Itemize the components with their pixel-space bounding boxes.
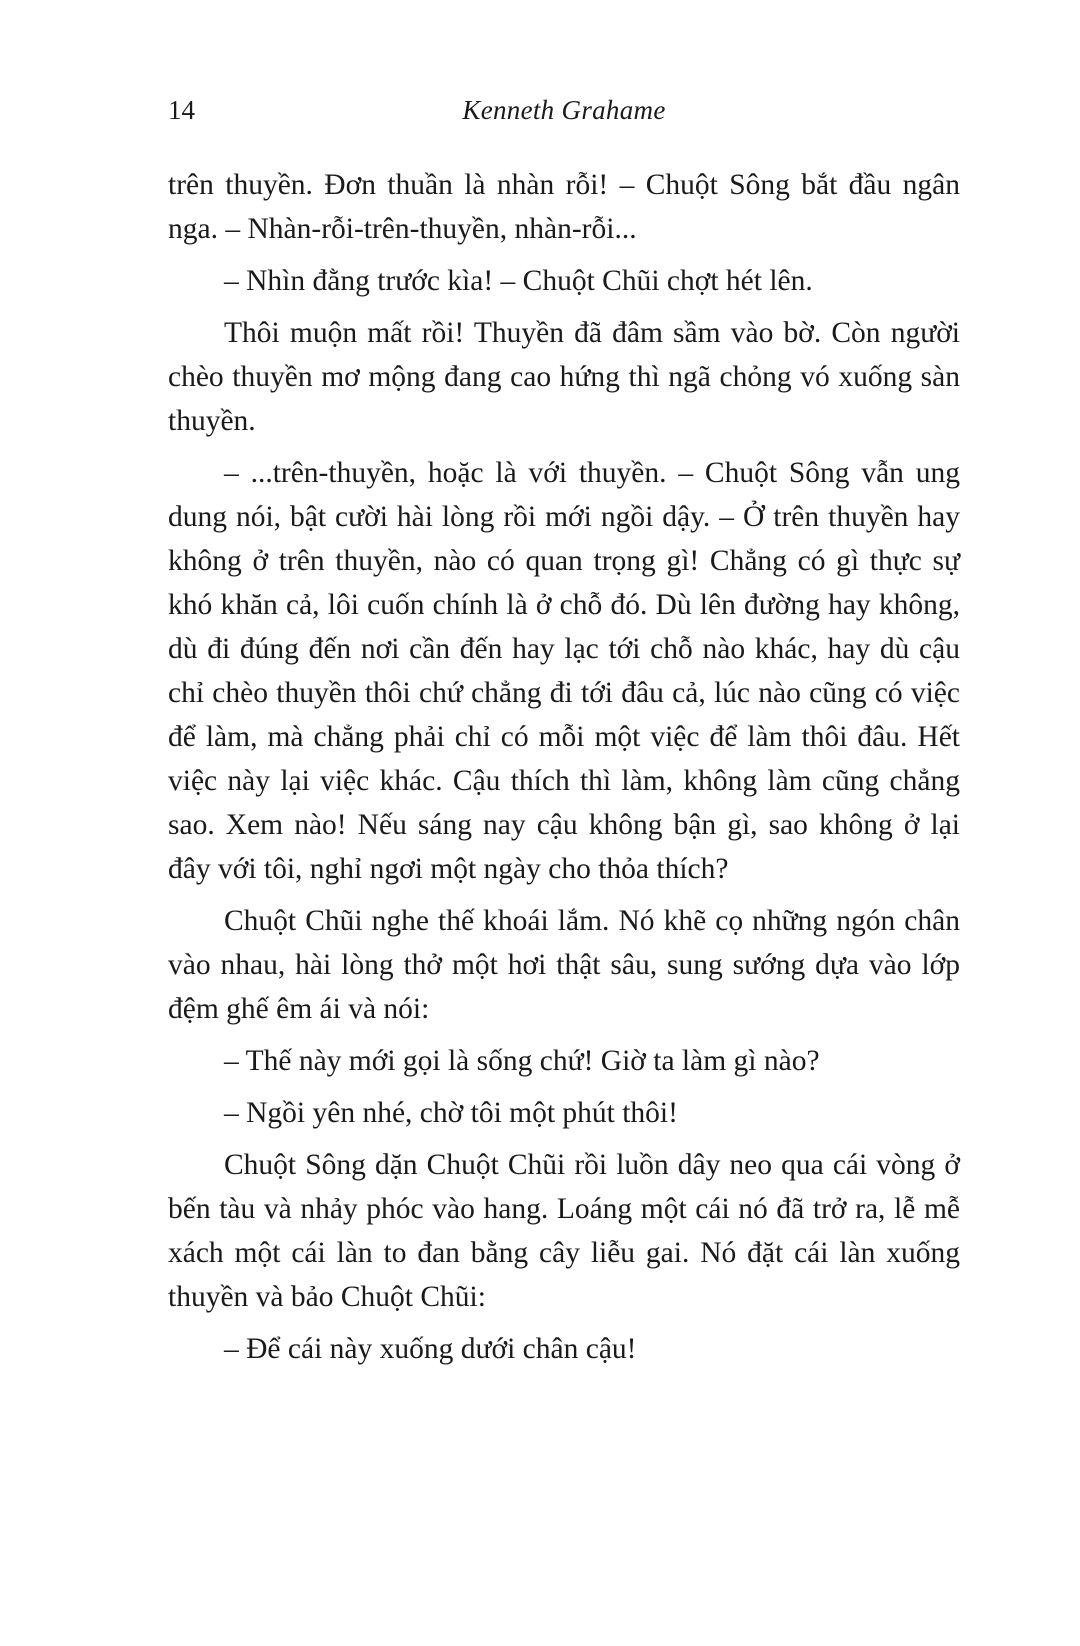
paragraph-dialogue-look-ahead: – Nhìn đằng trước kìa! – Chuột Chũi chợt hét lên. [224,265,813,297]
paragraph-dialogue-what-now: – Thế này mới gọi là sống chứ! Giờ ta làm gì nào? [224,1045,820,1077]
page-number: 14 [168,95,195,125]
paragraph-picnic-basket: Chuột Sông dặn Chuột Chũi rồi luồn dây neo qua cái vòng ở bến tàu và nhảy phóc vào hang. Loáng một cái nó đã trở ra, lễ mễ xách một cái làn to đan bằng cây liễu gai. Nó đặt cái làn xuống thuyền và bảo Chuột Chũi: [168,1149,960,1313]
paragraph-mole-delighted: Chuột Chũi nghe thế khoái lắm. Nó khẽ cọ những ngón chân vào nhau, hài lòng thở một hơi thật sâu, sung sướng dựa vào lớp đệm ghế êm ái và nói: [168,905,960,1025]
paragraph-boat-crash: Thôi muộn mất rồi! Thuyền đã đâm sầm vào bờ. Còn người chèo thuyền mơ mộng đang cao hứng thì ngã chỏng vó xuống sàn thuyền. [168,317,960,437]
paragraph-river-rat-speech: – ...trên-thuyền, hoặc là với thuyền. – Chuột Sông vẫn ung dung nói, bật cười hài lòng rồi mới ngồi dậy. – Ở trên thuyền hay không ở trên thuyền, nào có quan trọng gì! Chẳng có gì thực sự khó khăn cả, lôi cuốn chính là ở chỗ đó. Dù lên đường hay không, dù đi đúng đến nơi cần đến hay lạc tới chỗ nào khác, hay dù cậu chỉ chèo thuyền thôi chứ chẳng đi tới đâu cả, lúc nào cũng có việc để làm, mà chẳng phải chỉ có mỗi một việc để làm thôi đâu. Hết việc này lại việc khác. Cậu thích thì làm, không làm cũng chẳng sao. Xem nào! Nếu sáng nay cậu không bận gì, sao không ở lại đây với tôi, nghỉ ngơi một ngày cho thỏa thích? [168,457,960,885]
paragraph-dialogue-wait: – Ngồi yên nhé, chờ tôi một phút thôi! [224,1097,678,1129]
paragraph-dialogue-basket: – Để cái này xuống dưới chân cậu! [224,1333,637,1365]
paragraph-continuation: trên thuyền. Đơn thuần là nhàn rỗi! – Chuột Sông bắt đầu ngân nga. – Nhàn-rỗi-trên-thuyền, nhàn-rỗi... [168,169,960,245]
running-head [168,90,960,130]
body-text [168,163,960,1379]
book-author: Kenneth Grahame [462,95,666,125]
